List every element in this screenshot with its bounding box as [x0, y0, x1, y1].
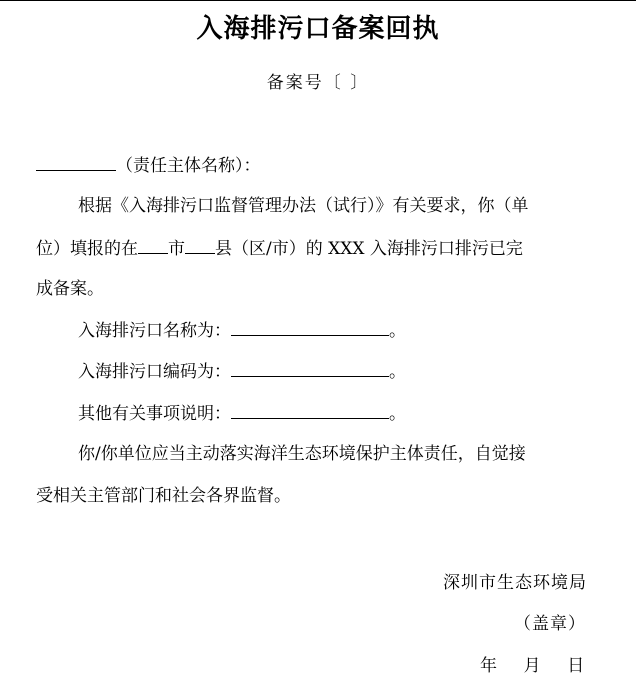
paragraph-1-city: 市 — [168, 239, 185, 259]
paragraph-1-line-2 — [36, 237, 606, 260]
seal-placeholder: （盖章） — [514, 614, 586, 634]
other-notes-end: 。 — [389, 404, 406, 424]
outlet-name-label: 入海排污口名称为： — [78, 321, 231, 341]
issuing-organization: 深圳市生态环境局 — [443, 573, 587, 593]
top-border-line — [0, 0, 636, 1]
paragraph-1-text-c: 县（区/市）的 XXX 入海排污口排污已完 — [215, 239, 523, 259]
paragraph-1-text-a: 位）填报的在 — [36, 239, 138, 259]
paragraph-1-line-3: 成备案。 — [36, 279, 104, 299]
document-title: 入海排污口备案回执 — [196, 14, 440, 44]
other-notes-field — [78, 402, 636, 425]
county-blank — [185, 237, 215, 254]
outlet-name-end: 。 — [389, 321, 406, 341]
outlet-code-label: 入海排污口编码为： — [78, 362, 231, 382]
paragraph-2-line-2: 受相关主管部门和社会各界监督。 — [36, 486, 291, 506]
filing-number: 备案号〔 〕 — [266, 73, 370, 93]
addressee-label: （责任主体名称）： — [116, 156, 261, 176]
other-notes-blank — [231, 402, 389, 419]
addressee-blank — [36, 154, 116, 171]
outlet-code-end: 。 — [389, 362, 406, 382]
paragraph-1-line-1: 根据《入海排污口监督管理办法（试行）》有关要求，你（单 — [78, 196, 529, 216]
outlet-code-field — [78, 360, 636, 383]
date-placeholder: 年 月 日 — [480, 656, 586, 676]
outlet-name-blank — [231, 319, 389, 336]
outlet-name-field — [78, 319, 636, 342]
other-notes-label: 其他有关事项说明： — [78, 404, 231, 424]
city-blank — [138, 237, 168, 254]
outlet-code-blank — [231, 360, 389, 377]
addressee-line — [36, 154, 606, 177]
paragraph-2-line-1: 你/你单位应当主动落实海洋生态环境保护主体责任，自觉接 — [78, 444, 526, 464]
